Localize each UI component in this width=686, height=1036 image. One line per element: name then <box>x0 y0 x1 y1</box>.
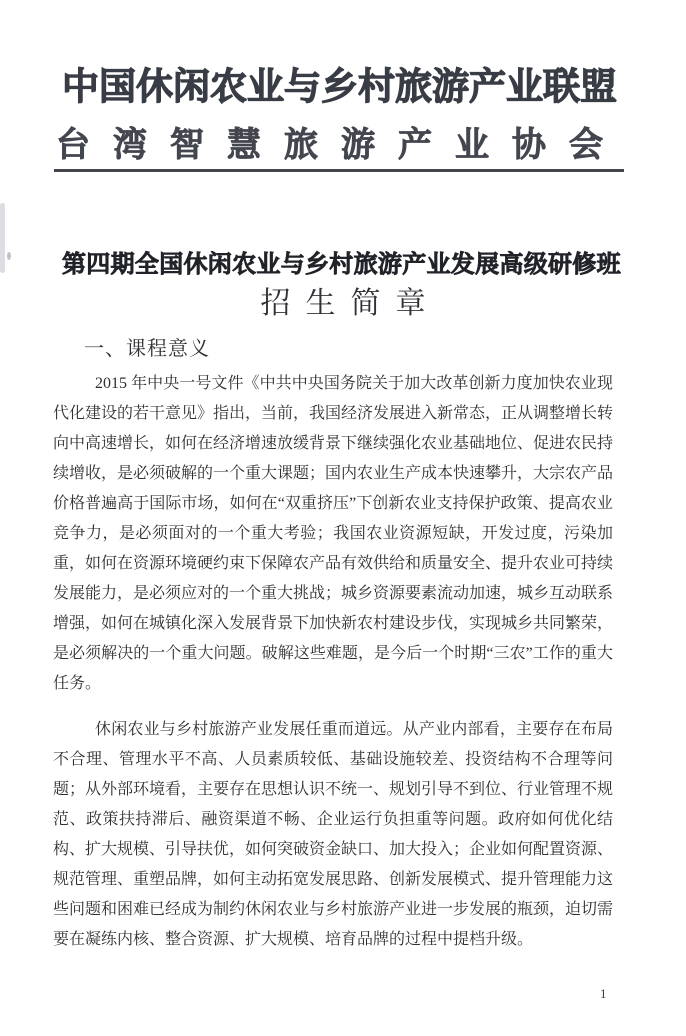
section-heading-course-significance: 一、课程意义 <box>84 338 210 360</box>
body-text <box>53 369 613 955</box>
paragraph-1: 2015 年中央一号文件《中共中央国务院关于加大改革创新力度加快农业现代化建设的若干意见》指出，当前，我国经济发展进入新常态，正从调整增长转向中高速增长，如何在经济增速放缓背景下继续强化农业基础地位、促进农民持续增收，是必须破解的一个重大课题；国内农业生产成本快速攀升，大宗农产品价格普遍高于国际市场，如何在“双重挤压”下创新农业支持保护政策、提高农业竞争力，是必须面对的一个重大考验；我国农业资源短缺，开发过度，污染加重，如何在资源环境硬约束下保障农产品有效供给和质量安全、提升农业可持续发展能力，是必须应对的一个重大挑战；城乡资源要素流动加速，城乡互动联系增强，如何在城镇化深入发展背景下加快新农村建设步伐，实现城乡共同繁荣，是必须解决的一个重大问题。破解这些难题，是今后一个时期“三农”工作的重大任务。 <box>53 375 614 692</box>
page-number: 1 <box>600 986 607 1001</box>
paragraph-2: 休闲农业与乡村旅游产业发展任重而道远。从产业内部看，主要存在布局不合理、管理水平不高、人员素质较低、基础设施较差、投资结构不合理等问题；从外部环境看，主要存在思想认识不统一、规划引导不到位、行业管理不规范、政策扶持滞后、融资渠道不畅、企业运行负担重等问题。政府如何优化结构、扩大规模、引导扶优，如何突破资金缺口、加大投入；企业如何配置资源、规范管理、重塑品牌，如何主动拓宽发展思路、创新发展模式、提升管理能力这些问题和困难已经成为制约休闲农业与乡村旅游产业进一步发展的瓶颈，迫切需要在凝练内核、整合资源、扩大规模、培育品牌的过程中提档升级。 <box>53 721 614 948</box>
header-underline <box>54 169 624 172</box>
document-title: 第四期全国休闲农业与乡村旅游产业发展高级研修班 <box>62 251 621 278</box>
document-subtitle: 招生简章 <box>260 287 441 320</box>
header-org-line2: 台湾智慧旅游产业协会 <box>56 126 626 164</box>
header-org-line1: 中国休闲农业与乡村旅游产业联盟 <box>62 66 617 107</box>
scan-artifact <box>7 252 11 260</box>
scan-artifact <box>0 203 5 273</box>
